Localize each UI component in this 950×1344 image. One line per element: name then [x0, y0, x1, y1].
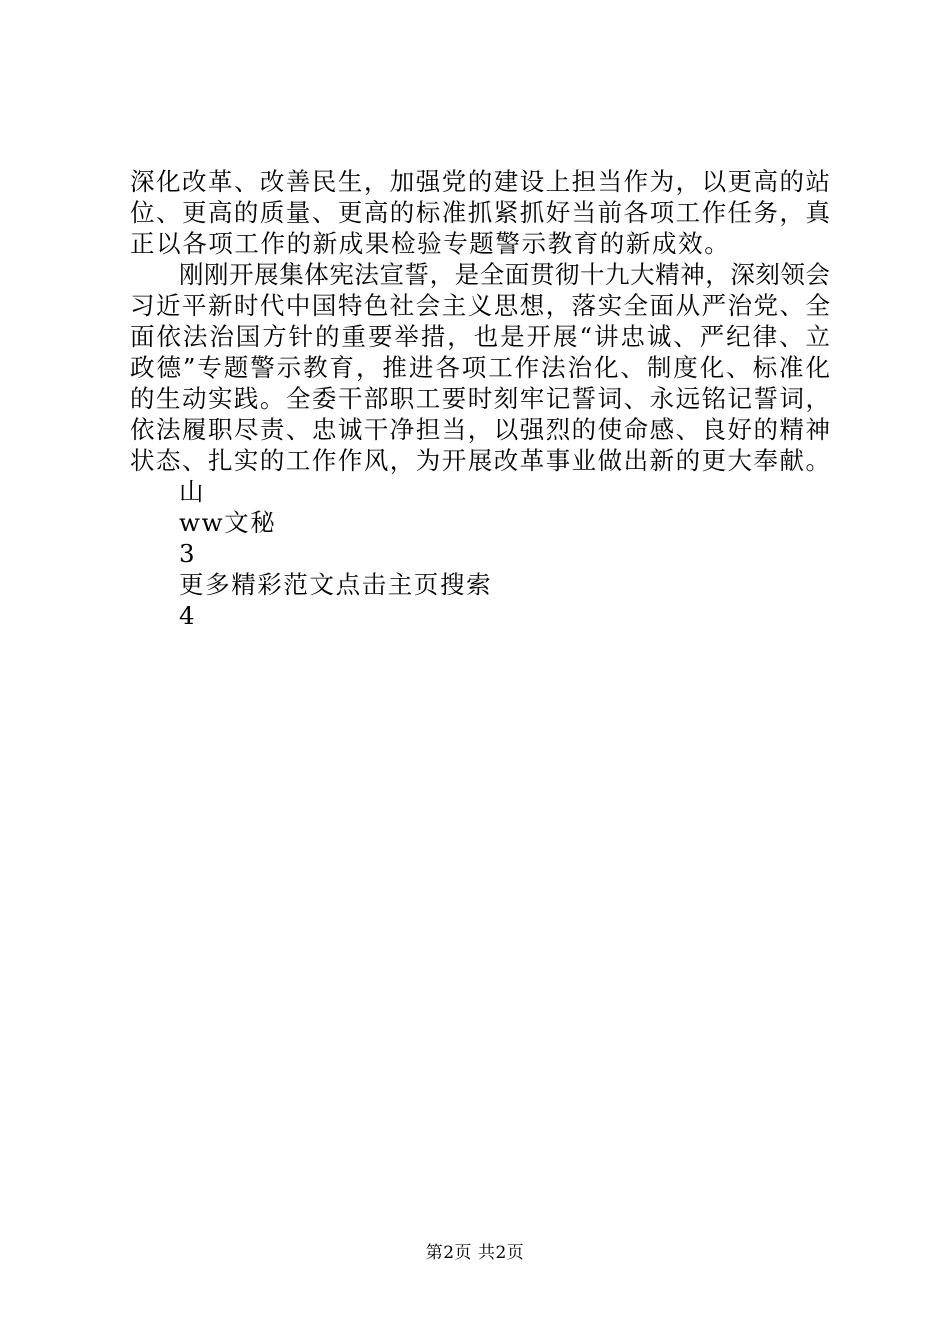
- tail-fragments: [130, 476, 830, 631]
- tail-line: ww文秘: [179, 508, 277, 537]
- text-line: 刚刚开展集体宪法宣誓，是全面贯彻十九大精神，深刻领会: [179, 260, 830, 289]
- text-line: 面依法治国方针的重要举措，也是开展“讲忠诚、严纪律、立: [130, 322, 830, 351]
- text-line: 的生动实践。全委干部职工要时刻牢记誓词、永远铭记誓词，: [130, 384, 830, 413]
- tail-line: 4: [179, 601, 197, 630]
- document-body: [130, 166, 830, 631]
- text-line: 深化改革、改善民生，加强党的建设上担当作为，以更高的站: [130, 167, 830, 196]
- text-line: 位、更高的质量、更高的标准抓紧抓好当前各项工作任务，真: [130, 198, 830, 227]
- paragraph-2: [130, 259, 830, 476]
- tail-line: 山: [179, 477, 206, 506]
- page-footer: 第2页 共2页: [425, 1243, 525, 1263]
- text-line: 状态、扎实的工作作风，为开展改革事业做出新的更大奉献。: [130, 446, 830, 475]
- tail-line: 更多精彩范文点击主页搜索: [179, 570, 493, 599]
- text-line: 政德”专题警示教育，推进各项工作法治化、制度化、标准化: [130, 353, 830, 382]
- tail-line: 3: [179, 539, 197, 568]
- text-line: 依法履职尽责、忠诚干净担当，以强烈的使命感、良好的精神: [130, 415, 830, 444]
- text-line: 正以各项工作的新成果检验专题警示教育的新成效。: [130, 229, 731, 258]
- text-line: 习近平新时代中国特色社会主义思想，落实全面从严治党、全: [130, 291, 830, 320]
- paragraph-1: [130, 166, 830, 259]
